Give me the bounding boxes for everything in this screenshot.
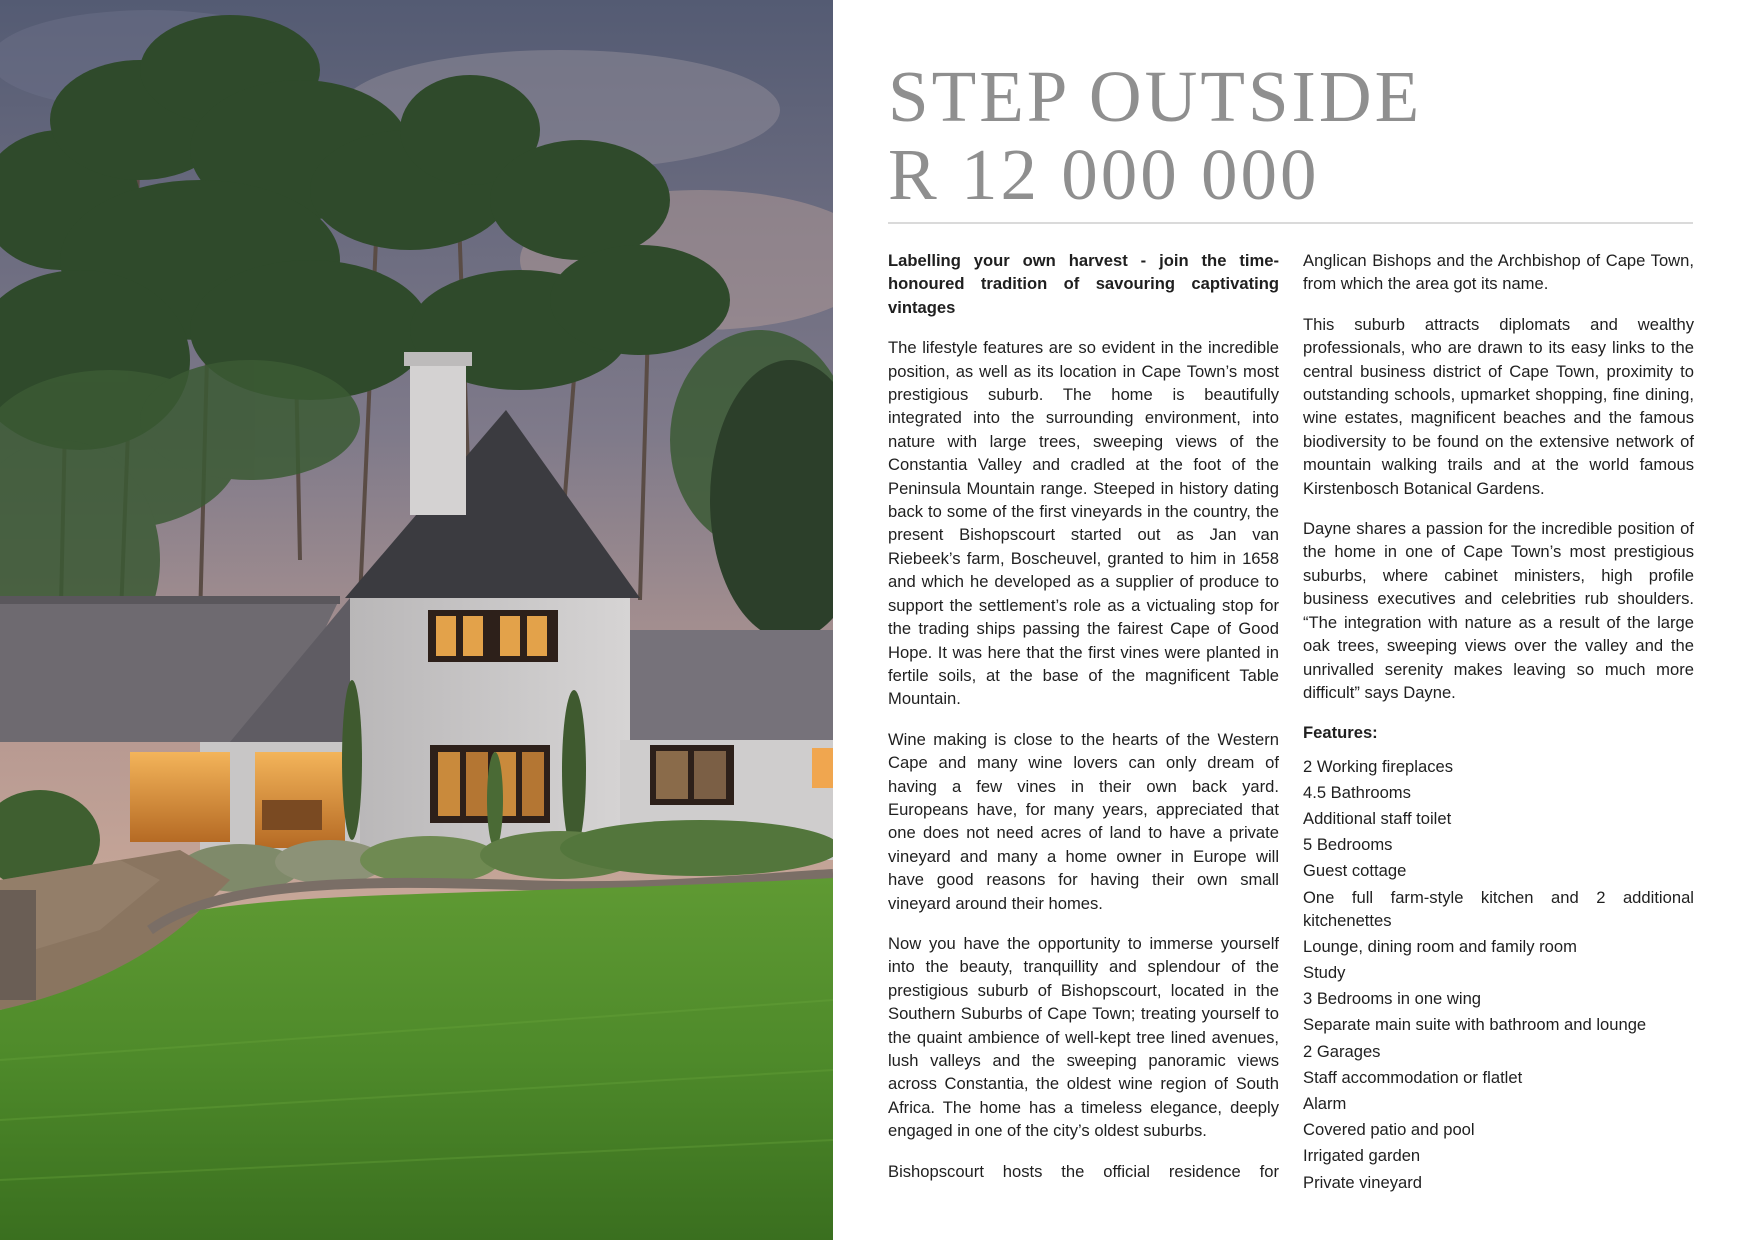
feature-item: One full farm-style kitchen and 2 additional kitchenettes (1303, 887, 1694, 930)
body-paragraph: Now you have the opportunity to immerse yourself into the beauty, tranquillity and splendour of the prestigious suburb of Bishopscourt, located in the Southern Suburbs of Cape Town; treating yourself to the quaint ambience of well-kept tree lined avenues, lush valleys and the sweeping panoramic views across Constantia, the oldest wine region of South Africa. The home has a timeless elegance, deeply engaged in one of the city’s oldest suburbs. (888, 933, 1279, 1141)
feature-item: 2 Working fireplaces (1303, 756, 1454, 776)
feature-item: Additional staff toilet (1303, 809, 1452, 829)
feature-item: Staff accommodation or flatlet (1303, 1067, 1523, 1087)
features-list (1303, 755, 1694, 1194)
body-paragraph: Anglican Bishops and the Archbishop of Cape Town, from which the area got its name. (1303, 251, 1694, 294)
feature-item: Irrigated garden (1303, 1146, 1421, 1166)
heading-price: R 12 000 000 (888, 134, 1320, 215)
feature-item: Study (1303, 963, 1346, 983)
feature-item: 4.5 Bathrooms (1303, 782, 1411, 802)
body-paragraph: This suburb attracts diplomats and wealthy professionals, who are drawn to its easy links to the central business district of Cape Town, proximity to outstanding schools, upmarket shopping, fine dining, wine estates, magnificent beaches and the famous biodiversity to be found on the extensive network of mountain walking trails and at the world famous Kirstenbosch Botanical Gardens. (1303, 314, 1694, 498)
features-heading: Features: (1303, 723, 1378, 743)
heading-divider (888, 222, 1693, 224)
body-paragraph: Bishopscourt hosts the official residence for (888, 1161, 1279, 1181)
page-heading (888, 58, 1422, 214)
feature-item: Alarm (1303, 1093, 1347, 1113)
feature-item: 5 Bedrooms (1303, 835, 1393, 855)
feature-item: 2 Garages (1303, 1041, 1381, 1061)
body-paragraph: Dayne shares a passion for the incredible position of the home in one of Cape Town’s most prestigious suburbs, where cabinet ministers, high profile business executives and celebrities rub shoulders. “The integration with nature as a result of the large oak trees, sweeping views over the valley and the unrivalled serenity makes leaving so much more difficult” says Dayne. (1303, 519, 1694, 702)
feature-item: 3 Bedrooms in one wing (1303, 989, 1482, 1009)
feature-item: Covered patio and pool (1303, 1120, 1475, 1140)
text-column-right (1303, 249, 1694, 1197)
body-paragraph: The lifestyle features are so evident in the incredible position, as well as its location in Cape Town’s most prestigious suburb. The home is beautifully integrated into the surrounding environment, into nature with large trees, sweeping views of the Constantia Valley and cradled at the foot of the Peninsula Mountain range. Steeped in history dating back to some of the first vineyards in the country, the present Bishopscourt started out as Jan van Riebeek’s farm, Boscheuvel, granted to him in 1658 and which he developed as a supplier of produce to support the settlement’s role as a victualing stop for the trading ships passing the fairest Cape of Good Hope. It was here that the first vines were planted in fertile soils, at the base of the magnificent Table Mountain. (888, 338, 1279, 709)
text-column-left (888, 249, 1279, 1183)
heading-title: STEP OUTSIDE (888, 56, 1423, 137)
property-photo (0, 0, 833, 1240)
body-paragraph: Wine making is close to the hearts of the Western Cape and many wine lovers can only dream of having a few vines in their own back yard. Europeans have, for many years, appreciated that one does not need acres of land to have a private vineyard and many a home owner in Europe will have good reasons for having their own small vineyard around their homes. (888, 729, 1279, 913)
feature-item: Separate main suite with bathroom and lounge (1303, 1015, 1647, 1035)
feature-item: Private vineyard (1303, 1172, 1422, 1192)
feature-item: Guest cottage (1303, 861, 1407, 881)
lead-paragraph: Labelling your own harvest - join the time-honoured tradition of savouring captivating vintages (888, 251, 1279, 317)
feature-item: Lounge, dining room and family room (1303, 936, 1577, 956)
